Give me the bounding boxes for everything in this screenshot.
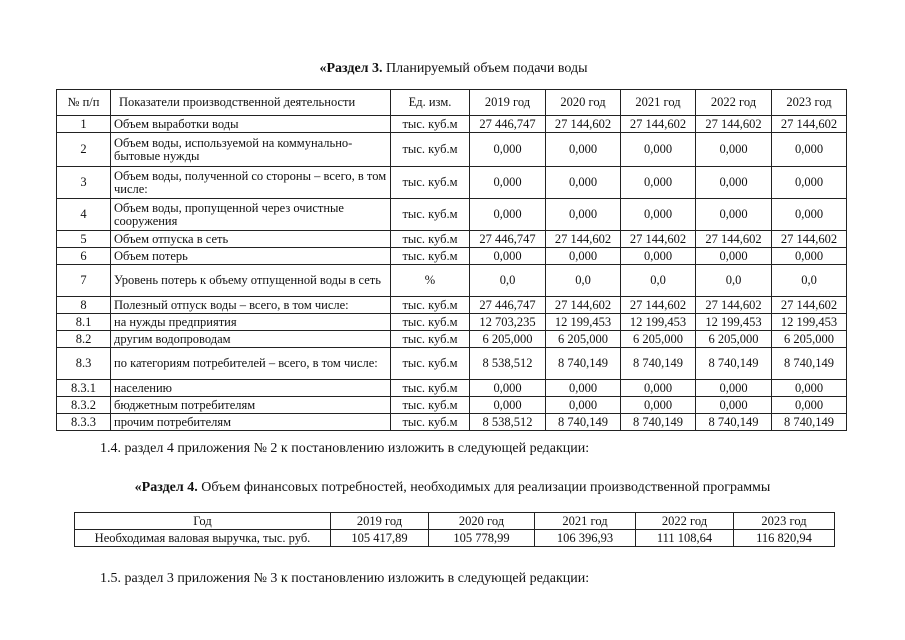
cell-2022: 27 144,602: [696, 297, 772, 314]
row-num: 8.1: [57, 314, 111, 331]
row-indicator: на нужды предприятия: [111, 314, 391, 331]
cell-2023: 12 199,453: [772, 314, 847, 331]
cell-2019: 0,000: [470, 380, 546, 397]
cell-2023: 0,0: [772, 265, 847, 297]
cell-2022: 27 144,602: [696, 116, 772, 133]
row-indicator: прочим потребителям: [111, 414, 391, 431]
table-row: [57, 414, 847, 431]
row-indicator: Объем отпуска в сеть: [111, 231, 391, 248]
cell-2022: 0,0: [696, 265, 772, 297]
table-row: [75, 530, 835, 547]
cell-2022: 8 740,149: [696, 348, 772, 380]
header-unit: Ед. изм.: [391, 90, 470, 116]
row-num: 8.3.1: [57, 380, 111, 397]
section-4-heading-prefix: «Раздел 4.: [134, 480, 198, 495]
table-row: [57, 231, 847, 248]
section-3-heading-text: Планируемый объем подачи воды: [382, 61, 588, 76]
cell-2023: 0,000: [772, 397, 847, 414]
header-2019: 2019 год: [470, 90, 546, 116]
cell-2020: 27 144,602: [546, 297, 621, 314]
cell-2021: 0,000: [621, 397, 696, 414]
cell-2021: 0,000: [621, 167, 696, 199]
cell-2021: 0,000: [621, 133, 696, 167]
cell-2020: 0,000: [546, 380, 621, 397]
cell-2023: 0,000: [772, 133, 847, 167]
cell-2019: 27 446,747: [470, 231, 546, 248]
cell-2022: 0,000: [696, 397, 772, 414]
row-unit: тыс. куб.м: [391, 167, 470, 199]
section-3-heading-prefix: «Раздел 3.: [319, 61, 383, 76]
row-num: 4: [57, 199, 111, 231]
row-indicator: Объем воды, полученной со стороны – всего, в том числе:: [111, 167, 391, 199]
cell-2019: 8 538,512: [470, 348, 546, 380]
paragraph-1-5: 1.5. раздел 3 приложения № 3 к постановлению изложить в следующей редакции:: [100, 571, 590, 586]
table-row: [57, 167, 847, 199]
table-row: [57, 348, 847, 380]
header-2022: 2022 год: [636, 513, 734, 530]
cell-2020: 12 199,453: [546, 314, 621, 331]
row-num: 2: [57, 133, 111, 167]
row-unit: тыс. куб.м: [391, 297, 470, 314]
cell-2023: 27 144,602: [772, 116, 847, 133]
row-label: Необходимая валовая выручка, тыс. руб.: [75, 530, 331, 547]
cell-2023: 8 740,149: [772, 348, 847, 380]
row-indicator: Уровень потерь к объему отпущенной воды в сеть: [111, 265, 391, 297]
row-unit: тыс. куб.м: [391, 116, 470, 133]
cell-2022: 0,000: [696, 248, 772, 265]
cell-2023: 0,000: [772, 167, 847, 199]
cell-2020: 0,000: [546, 199, 621, 231]
table-row: [57, 397, 847, 414]
cell-2019: 0,000: [470, 397, 546, 414]
cell-2020: 0,000: [546, 248, 621, 265]
cell-2022: 12 199,453: [696, 314, 772, 331]
row-num: 8.2: [57, 331, 111, 348]
header-indicator: Показатели производственной деятельности: [111, 90, 391, 116]
cell-2022: 8 740,149: [696, 414, 772, 431]
cell-2020: 27 144,602: [546, 116, 621, 133]
cell-2021: 0,000: [621, 380, 696, 397]
header-year: Год: [75, 513, 331, 530]
table-row: [57, 297, 847, 314]
cell-2023: 116 820,94: [734, 530, 835, 547]
cell-2021: 0,000: [621, 199, 696, 231]
table-row: [57, 380, 847, 397]
row-indicator: Объем воды, используемой на коммунально-бытовые нужды: [111, 133, 391, 167]
table-row: [57, 248, 847, 265]
cell-2020: 0,000: [546, 133, 621, 167]
cell-2022: 0,000: [696, 380, 772, 397]
cell-2023: 27 144,602: [772, 231, 847, 248]
row-unit: тыс. куб.м: [391, 248, 470, 265]
cell-2019: 27 446,747: [470, 116, 546, 133]
row-indicator: бюджетным потребителям: [111, 397, 391, 414]
row-num: 8: [57, 297, 111, 314]
cell-2021: 6 205,000: [621, 331, 696, 348]
cell-2019: 0,000: [470, 167, 546, 199]
row-indicator: Объем выработки воды: [111, 116, 391, 133]
cell-2019: 6 205,000: [470, 331, 546, 348]
cell-2022: 6 205,000: [696, 331, 772, 348]
cell-2020: 8 740,149: [546, 348, 621, 380]
section-4-heading: [0, 480, 905, 496]
table-row: [57, 331, 847, 348]
row-unit: тыс. куб.м: [391, 414, 470, 431]
cell-2020: 0,0: [546, 265, 621, 297]
cell-2019: 105 417,89: [331, 530, 429, 547]
paragraph-1-4: 1.4. раздел 4 приложения № 2 к постановлению изложить в следующей редакции:: [100, 441, 590, 456]
row-num: 7: [57, 265, 111, 297]
row-indicator: Объем потерь: [111, 248, 391, 265]
cell-2021: 0,000: [621, 248, 696, 265]
row-unit: тыс. куб.м: [391, 331, 470, 348]
header-2022: 2022 год: [696, 90, 772, 116]
row-num: 6: [57, 248, 111, 265]
section-4-heading-text: Объем финансовых потребностей, необходимых для реализации производственной программы: [197, 480, 771, 495]
row-indicator: другим водопроводам: [111, 331, 391, 348]
cell-2020: 0,000: [546, 167, 621, 199]
section-3-heading: [1, 61, 905, 77]
cell-2022: 0,000: [696, 167, 772, 199]
row-num: 8.3.3: [57, 414, 111, 431]
cell-2021: 0,0: [621, 265, 696, 297]
cell-2020: 27 144,602: [546, 231, 621, 248]
table-header-row: [75, 513, 835, 530]
cell-2023: 8 740,149: [772, 414, 847, 431]
row-num: 8.3: [57, 348, 111, 380]
row-unit: тыс. куб.м: [391, 133, 470, 167]
cell-2022: 0,000: [696, 199, 772, 231]
row-unit: тыс. куб.м: [391, 314, 470, 331]
cell-2021: 8 740,149: [621, 414, 696, 431]
cell-2021: 12 199,453: [621, 314, 696, 331]
table-row: [57, 265, 847, 297]
header-2023: 2023 год: [772, 90, 847, 116]
cell-2023: 0,000: [772, 199, 847, 231]
row-num: 1: [57, 116, 111, 133]
row-unit: %: [391, 265, 470, 297]
cell-2023: 0,000: [772, 380, 847, 397]
cell-2022: 27 144,602: [696, 231, 772, 248]
header-2020: 2020 год: [546, 90, 621, 116]
financial-needs-table: [74, 512, 835, 547]
row-indicator: по категориям потребителей – всего, в том числе:: [111, 348, 391, 380]
header-num: № п/п: [57, 90, 111, 116]
cell-2019: 0,0: [470, 265, 546, 297]
row-num: 3: [57, 167, 111, 199]
row-unit: тыс. куб.м: [391, 380, 470, 397]
table-header-row: [57, 90, 847, 116]
header-2021: 2021 год: [535, 513, 636, 530]
table-row: [57, 314, 847, 331]
header-2019: 2019 год: [331, 513, 429, 530]
row-unit: тыс. куб.м: [391, 348, 470, 380]
row-unit: тыс. куб.м: [391, 397, 470, 414]
cell-2019: 8 538,512: [470, 414, 546, 431]
row-unit: тыс. куб.м: [391, 199, 470, 231]
header-2020: 2020 год: [429, 513, 535, 530]
row-num: 8.3.2: [57, 397, 111, 414]
cell-2019: 0,000: [470, 133, 546, 167]
row-num: 5: [57, 231, 111, 248]
header-2021: 2021 год: [621, 90, 696, 116]
cell-2023: 0,000: [772, 248, 847, 265]
row-unit: тыс. куб.м: [391, 231, 470, 248]
cell-2021: 27 144,602: [621, 116, 696, 133]
cell-2023: 27 144,602: [772, 297, 847, 314]
cell-2020: 105 778,99: [429, 530, 535, 547]
cell-2022: 111 108,64: [636, 530, 734, 547]
row-indicator: населению: [111, 380, 391, 397]
row-indicator: Объем воды, пропущенной через очистные сооружения: [111, 199, 391, 231]
cell-2023: 6 205,000: [772, 331, 847, 348]
table-row: [57, 199, 847, 231]
table-row: [57, 116, 847, 133]
cell-2019: 12 703,235: [470, 314, 546, 331]
cell-2020: 0,000: [546, 397, 621, 414]
water-supply-table: [56, 89, 847, 431]
table-row: [57, 133, 847, 167]
cell-2019: 0,000: [470, 248, 546, 265]
cell-2020: 8 740,149: [546, 414, 621, 431]
cell-2019: 27 446,747: [470, 297, 546, 314]
cell-2019: 0,000: [470, 199, 546, 231]
cell-2021: 106 396,93: [535, 530, 636, 547]
header-2023: 2023 год: [734, 513, 835, 530]
cell-2020: 6 205,000: [546, 331, 621, 348]
row-indicator: Полезный отпуск воды – всего, в том числе:: [111, 297, 391, 314]
cell-2022: 0,000: [696, 133, 772, 167]
cell-2021: 27 144,602: [621, 297, 696, 314]
cell-2021: 27 144,602: [621, 231, 696, 248]
cell-2021: 8 740,149: [621, 348, 696, 380]
